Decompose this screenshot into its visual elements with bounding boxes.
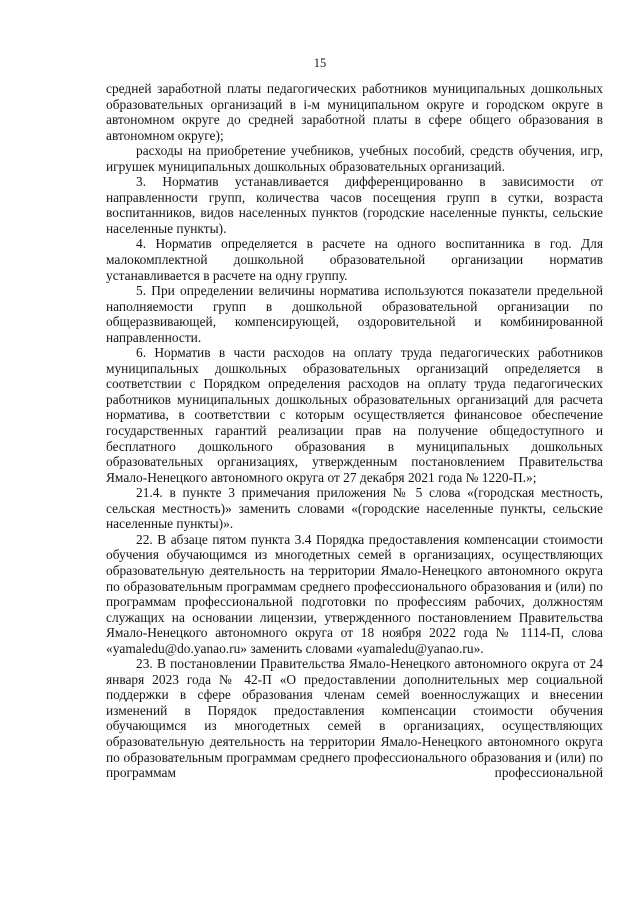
paragraph-item-5: 5. При определении величины норматива используются показатели предельной наполняемости групп в дошкольной образовательной организации по общеразвивающей, компенсирующей, оздоровительной и комбинированной направленности. [106,283,603,345]
paragraph-item-23: 23. В постановлении Правительства Ямало-Ненецкого автономного округа от 24 января 2023 года № 42-П «О предоставлении дополнительных мер социальной поддержки в сфере образования членам семей военнослужащих и внесении изменений в Порядок предоставления компенсации стоимости обучения обучающимся из многодетных семей в организациях, осуществляющих образовательную деятельность на территории Ямало-Ненецкого автономного округа по образовательным программам среднего профессионального образования и (или) по программам профессиональной [106,656,603,781]
paragraph-item-3: 3. Норматив устанавливается дифференцированно в зависимости от направленности групп, количества часов посещения групп в сутки, возраста воспитанников, видов населенных пунктов (городские населенные пункты, сельские населенные пункты). [106,174,603,236]
paragraph-item-4: 4. Норматив определяется в расчете на одного воспитанника в год. Для малокомплектной дошкольной образовательной организации норматив устанавливается в расчете на одну группу. [106,236,603,283]
document-body [106,81,603,781]
paragraph-continuation: средней заработной платы педагогических работников муниципальных дошкольных образовательных организаций в i-м муниципальном округе и городском округе в автономном округе до средней заработной платы в сфере общего образования в автономном округе); [106,81,603,143]
paragraph-item-6: 6. Норматив в части расходов на оплату труда педагогических работников муниципальных дошкольных образовательных организаций определяется в соответствии с Порядком определения расходов на оплату труда педагогических работников муниципальных дошкольных образовательных организаций для расчета норматива, в соответствии с которым осуществляется финансовое обеспечение государственных гарантий реализации прав на получение общедоступного и бесплатного дошкольного образования в муниципальных дошкольных образовательных организациях, утвержденным постановлением Правительства Ямало-Ненецкого автономного округа от 27 декабря 2021 года № 1220-П.»; [106,345,603,485]
paragraph-item-22: 22. В абзаце пятом пункта 3.4 Порядка предоставления компенсации стоимости обучения обучающимся из многодетных семей в организациях, осуществляющих образовательную деятельность на территории Ямало-Ненецкого автономного округа по образовательным программам среднего профессионального образования и (или) по программам профессиональной подготовки по профессиям рабочих, должностям служащих на основании лицензии, утвержденного постановлением Правительства Ямало-Ненецкого автономного округа от 18 ноября 2022 года № 1114-П, слова «yamaledu@do.yanao.ru» заменить словами «yamaledu@yanao.ru». [106,531,603,656]
paragraph-item-21-4: 21.4. в пункте 3 примечания приложения № 5 слова «(городская местность, сельская местность)» заменить словами «(городские населенные пункты, сельские населенные пункты)». [106,485,603,532]
page-number: 15 [313,56,327,70]
paragraph-expenses: расходы на приобретение учебников, учебных пособий, средств обучения, игр, игрушек муниципальных дошкольных образовательных организаций. [106,143,603,174]
